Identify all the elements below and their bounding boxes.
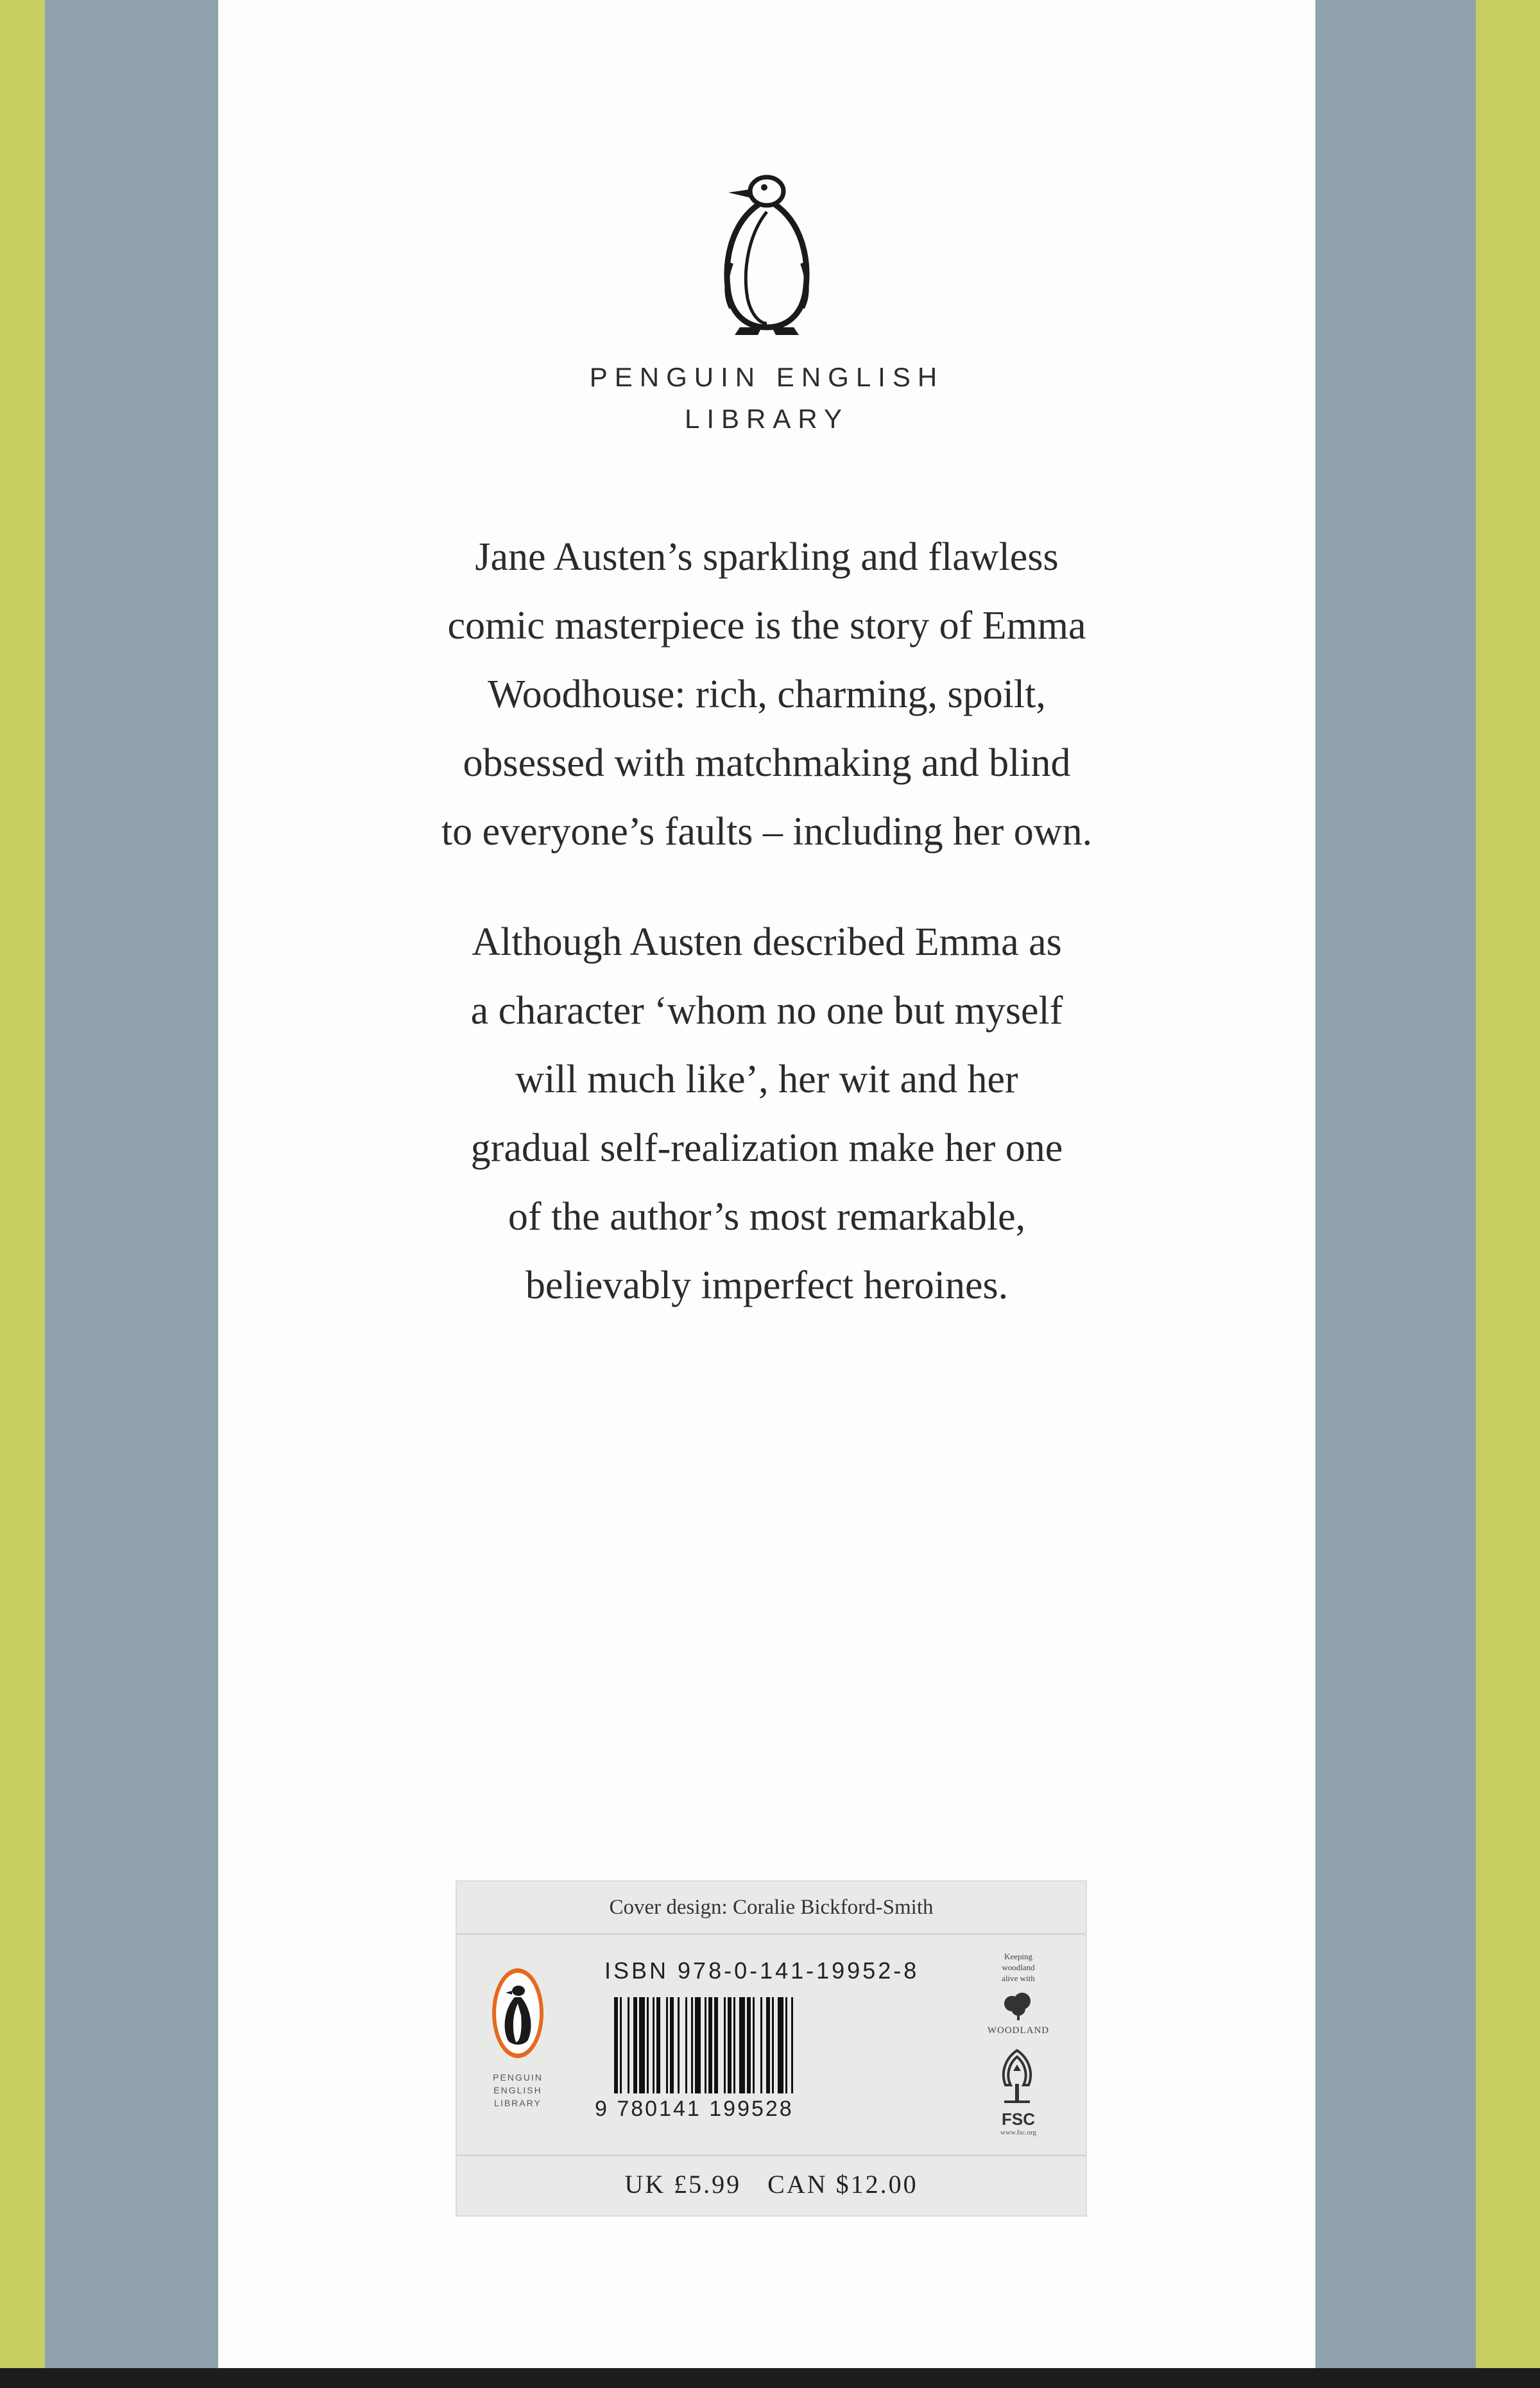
barcode-bar [733, 1997, 735, 2093]
barcode-panel [456, 1880, 1087, 2217]
barcode-bar [772, 1997, 774, 2093]
series-line: LIBRARY [685, 404, 849, 434]
blurb-line: Although Austen described Emma as [472, 920, 1062, 964]
barcode-bar [656, 1997, 660, 2093]
blurb-line: Woodhouse: rich, charming, spoilt, [488, 673, 1046, 716]
barcode-bar [653, 1997, 654, 2093]
fsc-tree-icon [991, 2045, 1043, 2109]
barcode-bar [685, 1997, 687, 2093]
blurb-line: comic masterpiece is the story of Emma [447, 604, 1086, 648]
cover-design-credit: Cover design: Coralie Bickford-Smith [609, 1896, 934, 1919]
series-line: PENGUIN ENGLISH [589, 362, 945, 392]
barcode-bar [760, 1997, 762, 2093]
blurb-line: obsessed with matchmaking and blind [463, 741, 1071, 785]
series-title [218, 356, 1315, 440]
barcode [614, 1997, 906, 2106]
barcode-digits: 9 780141 199528 [595, 2097, 794, 2121]
blurb-line: gradual self-realization make her one [470, 1126, 1063, 1170]
barcode-bar [728, 1997, 732, 2093]
barcode-bar [666, 1997, 668, 2093]
blurb-line: believably imperfect heroines. [525, 1264, 1009, 1307]
woodland-text-line: woodland [1002, 1963, 1035, 1972]
penguin-badge-icon [489, 1965, 547, 2061]
divider [457, 1933, 1086, 1935]
barcode-bar [614, 1997, 618, 2093]
mini-logo-label: LIBRARY [494, 2098, 542, 2108]
barcode-bar [639, 1997, 645, 2093]
blurb-line: a character ‘whom no one but myself [470, 989, 1063, 1033]
isbn-text: ISBN 978-0-141-19952-8 [604, 1957, 920, 1984]
barcode-bar [633, 1997, 637, 2093]
fsc-url: www.fsc.org [1000, 2129, 1036, 2136]
mini-penguin-logo [479, 1965, 556, 2132]
barcode-bar [791, 1997, 793, 2093]
woodland-trust-icon [999, 1991, 1038, 2023]
fsc-label: FSC [1002, 2109, 1035, 2129]
barcode-bar [705, 1997, 706, 2093]
barcode-bar [691, 1997, 693, 2093]
barcode-bar [620, 1997, 622, 2093]
barcode-bar [695, 1997, 701, 2093]
barcode-bar [778, 1997, 783, 2093]
woodland-text-line: alive with [1002, 1973, 1035, 1983]
barcode-bar [628, 1997, 629, 2093]
mini-logo-label: PENGUIN [493, 2072, 543, 2083]
left-spine-edge [0, 0, 45, 2388]
blurb-line: to everyone’s faults – including her own. [441, 810, 1093, 854]
woodland-trust-text [970, 1951, 1066, 1984]
right-page-edge [1476, 0, 1540, 2388]
barcode-bar [724, 1997, 726, 2093]
price-uk: UK £5.99 [624, 2170, 742, 2199]
barcode-bar [785, 1997, 787, 2093]
mini-logo-label: ENGLISH [493, 2085, 542, 2095]
barcode-bar [747, 1997, 751, 2093]
left-color-band [45, 0, 218, 2388]
divider [457, 2154, 1086, 2156]
blurb-line: Jane Austen’s sparkling and flawless [475, 535, 1059, 579]
barcode-bar [670, 1997, 674, 2093]
blurb-line: will much like’, her wit and her [515, 1058, 1018, 1101]
right-color-band [1315, 0, 1476, 2388]
barcode-bar [678, 1997, 680, 2093]
barcode-bar [708, 1997, 712, 2093]
bottom-shadow [0, 2368, 1540, 2388]
price-line [457, 2169, 1086, 2199]
barcode-bar [753, 1997, 755, 2093]
blurb-paragraph-1 [302, 523, 1232, 866]
penguin-icon [703, 167, 831, 347]
woodland-name: WOODLAND [987, 2025, 1050, 2036]
woodland-text-line: Keeping [1004, 1952, 1033, 1961]
barcode-bar [714, 1997, 718, 2093]
barcode-bar [739, 1997, 745, 2093]
price-can: CAN $12.00 [767, 2170, 918, 2199]
barcode-bar [766, 1997, 770, 2093]
barcode-bar [647, 1997, 649, 2093]
blurb-line: of the author’s most remarkable, [508, 1195, 1026, 1239]
blurb-paragraph-2 [302, 908, 1232, 1320]
